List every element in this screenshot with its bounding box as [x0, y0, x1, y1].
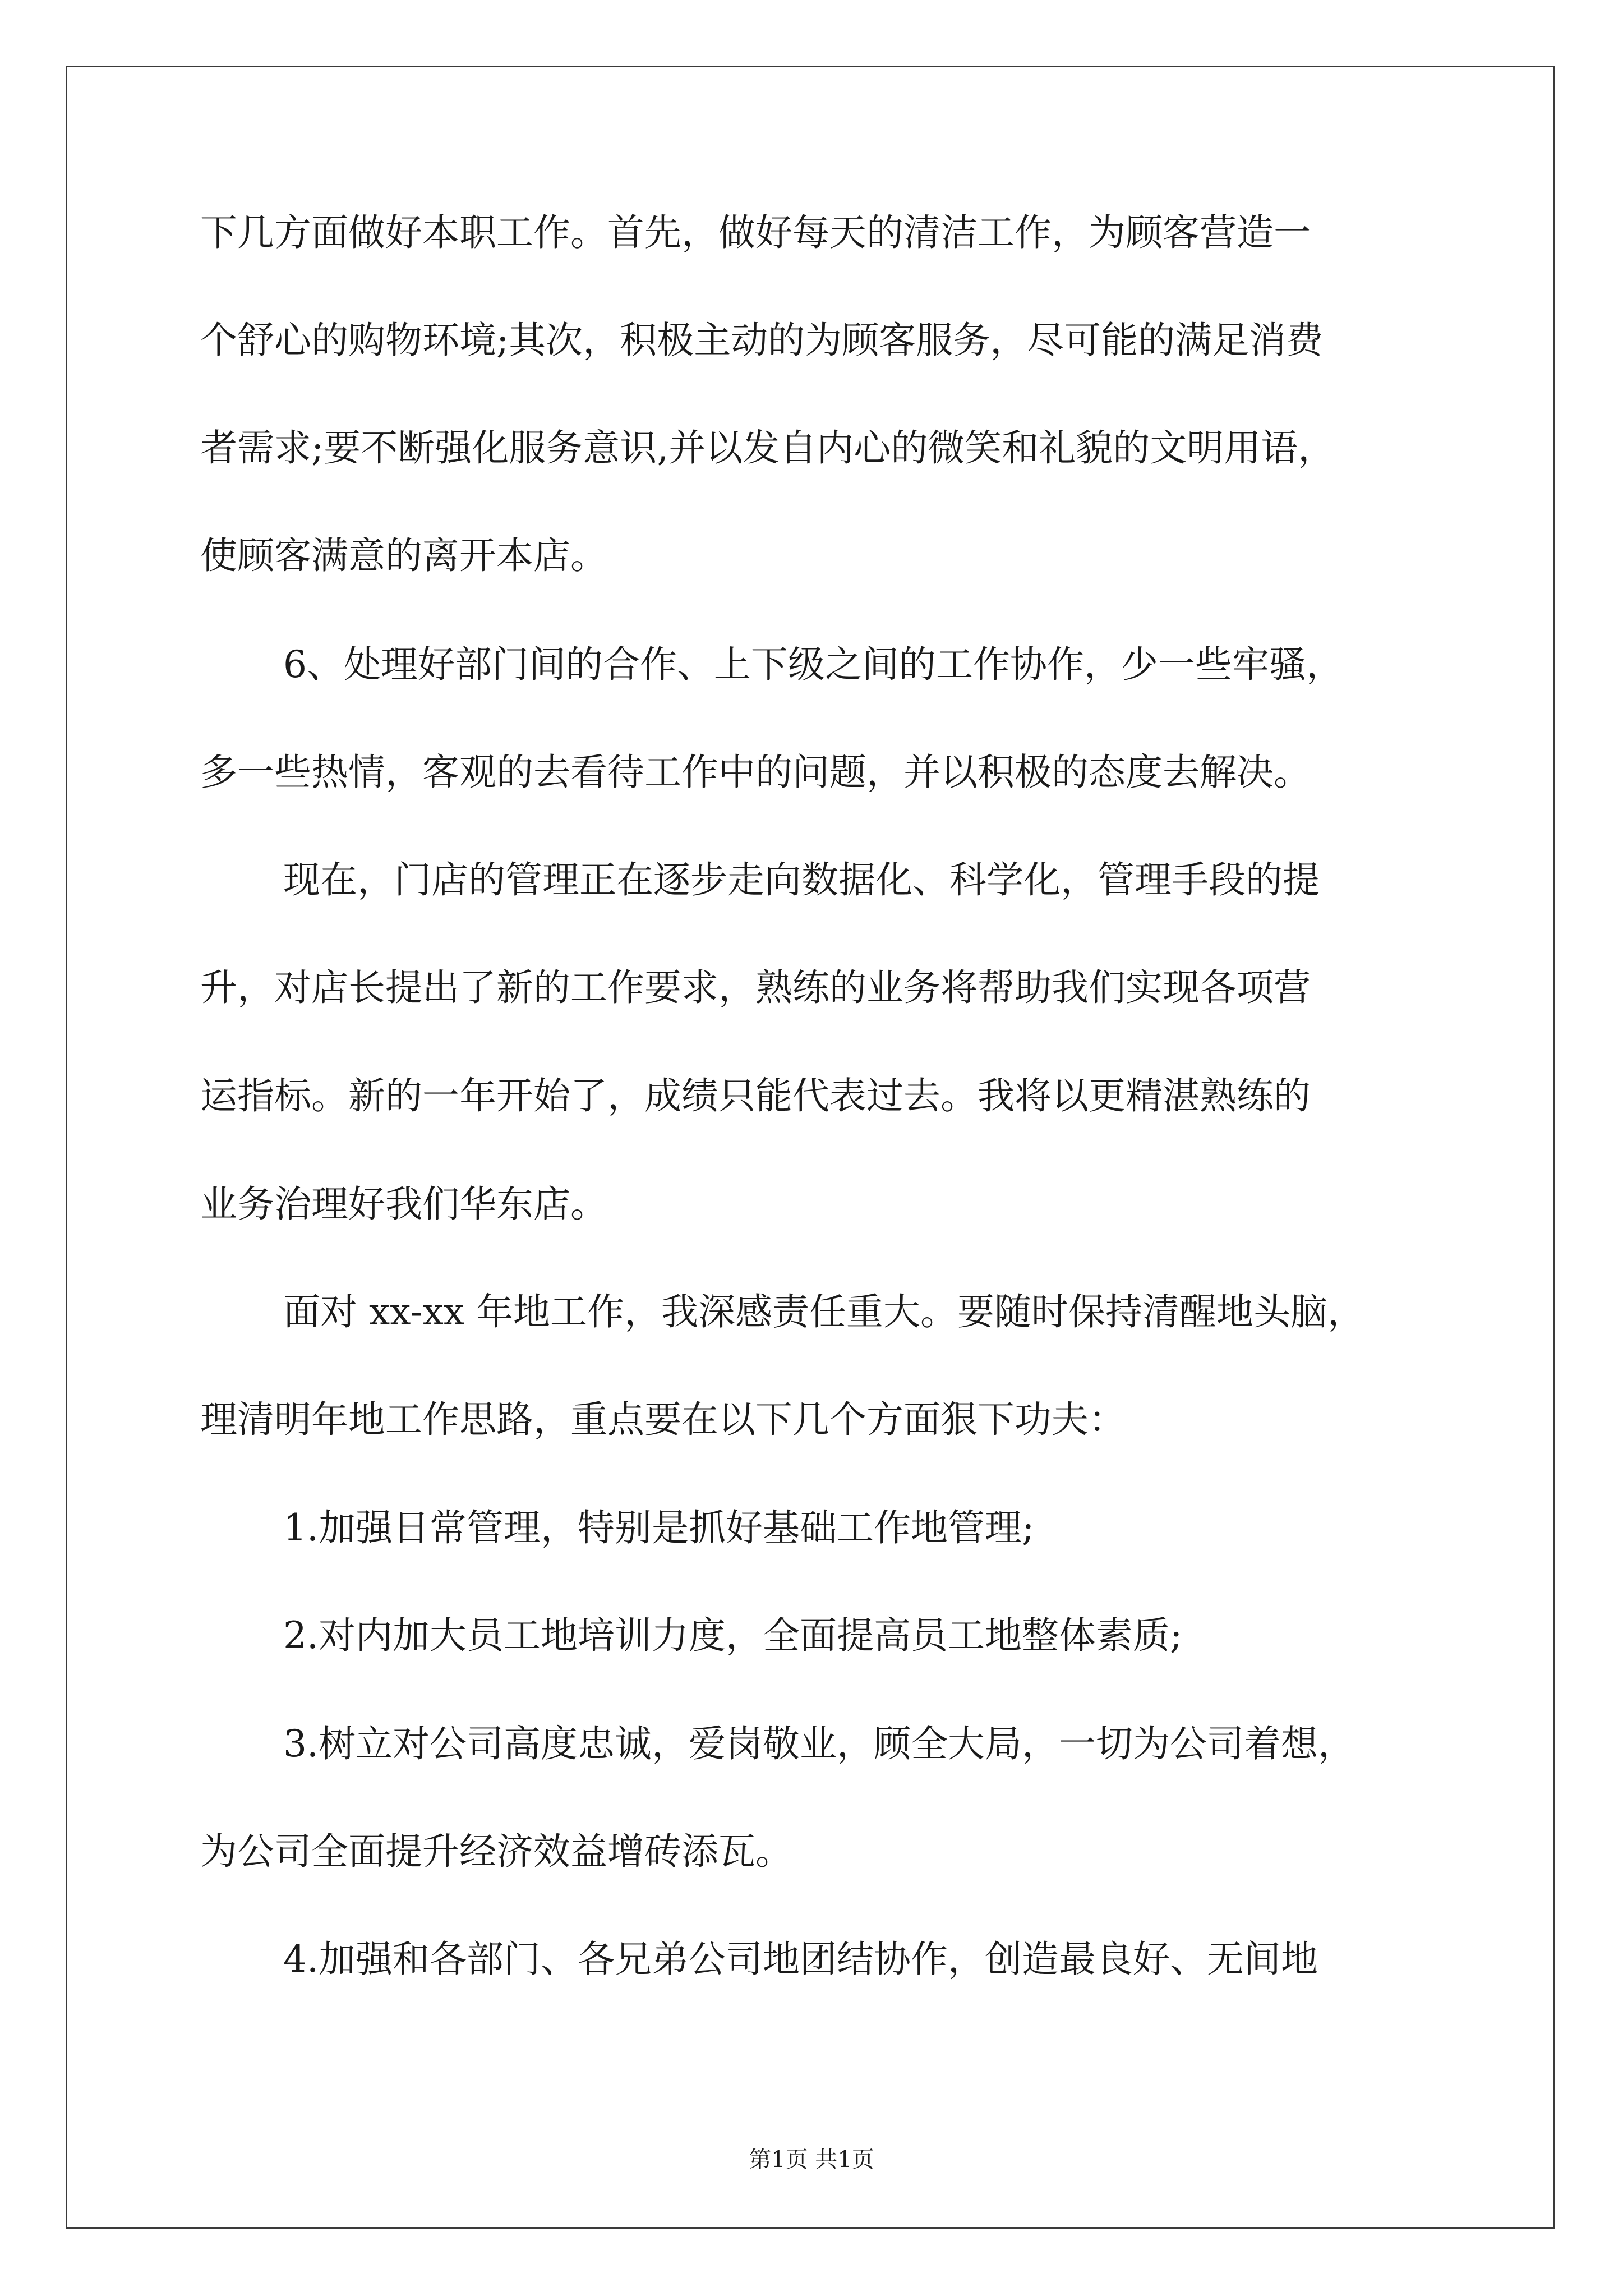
text-line: 2.对内加大员工地培训力度，全面提高员工地整体素质;	[283, 1614, 1183, 1657]
text-line: 6、处理好部门间的合作、上下级之间的工作协作，少一些牢骚，	[283, 643, 1343, 686]
text-line: 4.加强和各部门、各兄弟公司地团结协作，创造最良好、无间地	[283, 1938, 1318, 1981]
text-line: 个舒心的购物环境;其次，积极主动的为顾客服务，尽可能的满足消费	[200, 319, 1324, 362]
page-border	[66, 66, 1555, 2229]
text-line: 3.树立对公司高度忠诚，爱岗敬业，顾全大局，一切为公司着想，	[283, 1722, 1355, 1765]
text-line: 理清明年地工作思路，重点要在以下几个方面狠下功夫：	[200, 1398, 1126, 1441]
text-line: 运指标。新的一年开始了，成绩只能代表过去。我将以更精湛熟练的	[200, 1074, 1311, 1117]
text-line: 业务治理好我们华东店。	[200, 1182, 607, 1226]
text-line: 1.加强日常管理，特别是抓好基础工作地管理;	[283, 1506, 1035, 1549]
page-footer: 第1页 共1页	[749, 2147, 874, 2173]
text-line: 为公司全面提升经济效益增砖添瓦。	[200, 1830, 792, 1873]
text-line: 升，对店长提出了新的工作要求，熟练的业务将帮助我们实现各项营	[200, 966, 1311, 1009]
text-line: 多一些热情，客观的去看待工作中的问题，并以积极的态度去解决。	[200, 751, 1311, 794]
text-line: 面对 xx-xx 年地工作，我深感责任重大。要随时保持清醒地头脑，	[283, 1290, 1364, 1333]
text-line: 现在，门店的管理正在逐步走向数据化、科学化，管理手段的提	[283, 858, 1320, 901]
text-line: 使顾客满意的离开本店。	[200, 534, 607, 577]
text-line: 下几方面做好本职工作。首先，做好每天的清洁工作，为顾客营造一	[200, 211, 1311, 254]
text-line: 者需求;要不断强化服务意识,并以发自内心的微笑和礼貌的文明用语，	[200, 426, 1335, 470]
